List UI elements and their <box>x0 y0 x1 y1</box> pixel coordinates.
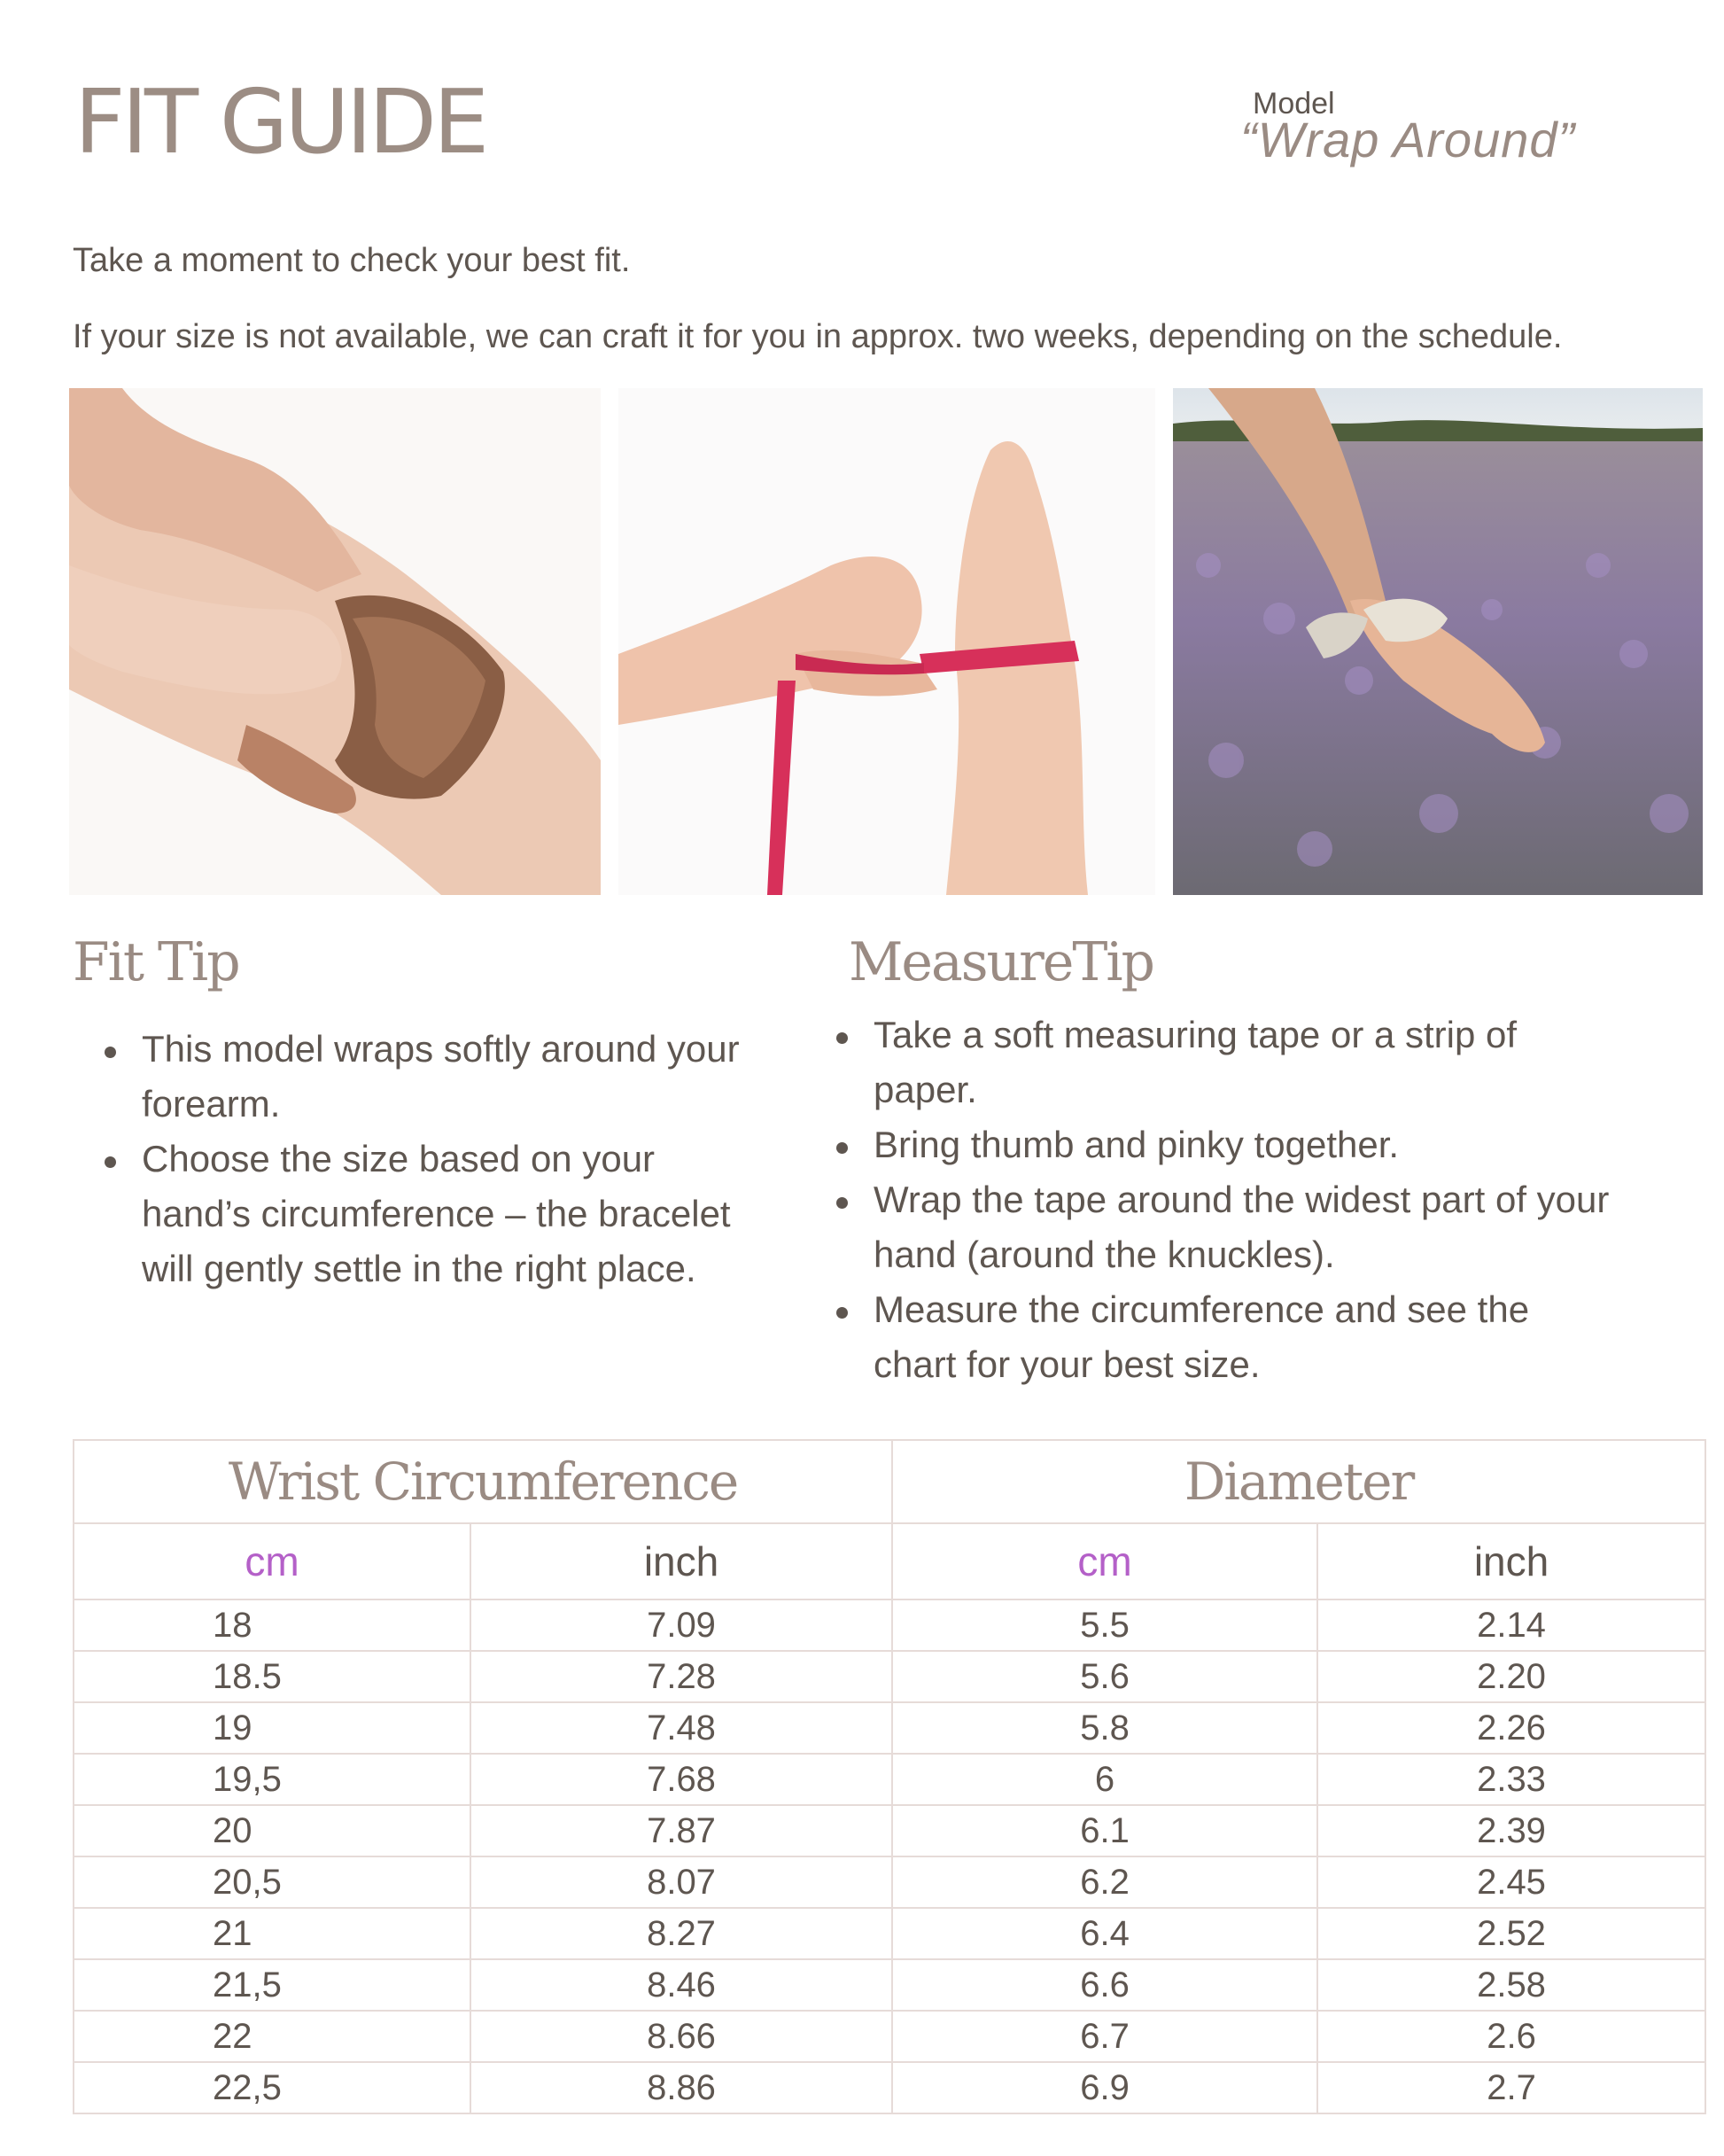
wrist-inch-cell: 7.09 <box>470 1599 892 1651</box>
diameter-cm-cell: 5.6 <box>892 1651 1317 1702</box>
photo-measuring-tape <box>618 388 1155 895</box>
unit-header-inch: inch <box>1317 1523 1705 1599</box>
table-row <box>74 2062 1705 2113</box>
wrist-cm-cell: 21,5 <box>74 1959 470 2011</box>
wrist-cm-cell: 19,5 <box>74 1754 470 1805</box>
diameter-inch-cell: 2.39 <box>1317 1805 1705 1856</box>
wrist-inch-cell: 8.46 <box>470 1959 892 2011</box>
table-row <box>74 1599 1705 1651</box>
table-row <box>74 2011 1705 2062</box>
wrist-inch-cell: 8.86 <box>470 2062 892 2113</box>
measure-tip-item: Bring thumb and pinky together. <box>836 1117 1616 1172</box>
intro-line-1: Take a moment to check your best fit. <box>73 242 631 279</box>
diameter-inch-cell: 2.6 <box>1317 2011 1705 2062</box>
diameter-cm-cell: 6.6 <box>892 1959 1317 2011</box>
wrist-cm-cell: 19 <box>74 1702 470 1754</box>
table-row <box>74 1651 1705 1702</box>
wrist-cm-cell: 22 <box>74 2011 470 2062</box>
photo-bracelet-forearm <box>69 388 601 895</box>
table-row <box>74 1908 1705 1959</box>
unit-header-cm: cm <box>74 1523 470 1599</box>
unit-header-inch: inch <box>470 1523 892 1599</box>
diameter-inch-cell: 2.33 <box>1317 1754 1705 1805</box>
table-row <box>74 1959 1705 2011</box>
diameter-cm-cell: 6.4 <box>892 1908 1317 1959</box>
diameter-cm-cell: 5.5 <box>892 1599 1317 1651</box>
diameter-inch-cell: 2.7 <box>1317 2062 1705 2113</box>
model-name: “Wrap Around” <box>1240 112 1576 167</box>
diameter-cm-cell: 6.7 <box>892 2011 1317 2062</box>
diameter-inch-cell: 2.20 <box>1317 1651 1705 1702</box>
fit-tip-list <box>105 1022 742 1296</box>
unit-header-cm: cm <box>892 1523 1317 1599</box>
wrist-cm-cell: 20 <box>74 1805 470 1856</box>
wrist-inch-cell: 7.48 <box>470 1702 892 1754</box>
measure-tip-list <box>836 1008 1616 1392</box>
table-row <box>74 1754 1705 1805</box>
fit-tip-item: This model wraps softly around your forearm. <box>105 1022 742 1132</box>
diameter-cm-cell: 6.1 <box>892 1805 1317 1856</box>
wrist-cm-cell: 22,5 <box>74 2062 470 2113</box>
diameter-inch-cell: 2.45 <box>1317 1856 1705 1908</box>
wrist-cm-cell: 18 <box>74 1599 470 1651</box>
intro-line-2: If your size is not available, we can craft it for you in approx. two weeks, depending on the schedule. <box>73 318 1563 355</box>
diameter-cm-cell: 6 <box>892 1754 1317 1805</box>
measure-tip-item: Measure the circumference and see the chart for your best size. <box>836 1282 1616 1392</box>
fit-tip-item: Choose the size based on your hand’s circumference – the bracelet will gently settle in the right place. <box>105 1132 742 1296</box>
photo-lavender-field <box>1173 388 1703 895</box>
measure-tip-item: Wrap the tape around the widest part of your hand (around the knuckles). <box>836 1172 1616 1282</box>
table-row <box>74 1805 1705 1856</box>
diameter-cm-cell: 5.8 <box>892 1702 1317 1754</box>
wrist-cm-cell: 20,5 <box>74 1856 470 1908</box>
size-rows <box>74 1599 1705 2113</box>
wrist-inch-cell: 8.66 <box>470 2011 892 2062</box>
wrist-inch-cell: 7.68 <box>470 1754 892 1805</box>
measure-tip-item: Take a soft measuring tape or a strip of paper. <box>836 1008 1616 1117</box>
diameter-inch-cell: 2.52 <box>1317 1908 1705 1959</box>
table-row <box>74 1702 1705 1754</box>
diameter-cm-cell: 6.9 <box>892 2062 1317 2113</box>
diameter-header: Diameter <box>892 1440 1705 1523</box>
table-row <box>74 1856 1705 1908</box>
wrist-circumference-header: Wrist Circumference <box>74 1440 892 1523</box>
diameter-inch-cell: 2.14 <box>1317 1599 1705 1651</box>
page-title: FIT GUIDE <box>74 70 486 174</box>
diameter-inch-cell: 2.26 <box>1317 1702 1705 1754</box>
wrist-cm-cell: 18.5 <box>74 1651 470 1702</box>
diameter-cm-cell: 6.2 <box>892 1856 1317 1908</box>
model-label: Model <box>1253 87 1335 121</box>
fit-tip-title: Fit Tip <box>73 931 239 993</box>
wrist-cm-cell: 21 <box>74 1908 470 1959</box>
wrist-inch-cell: 7.28 <box>470 1651 892 1702</box>
size-chart-table <box>73 1439 1706 2114</box>
wrist-inch-cell: 8.07 <box>470 1856 892 1908</box>
wrist-inch-cell: 8.27 <box>470 1908 892 1959</box>
diameter-inch-cell: 2.58 <box>1317 1959 1705 2011</box>
measure-tip-title: MeasureTip <box>849 931 1153 993</box>
wrist-inch-cell: 7.87 <box>470 1805 892 1856</box>
